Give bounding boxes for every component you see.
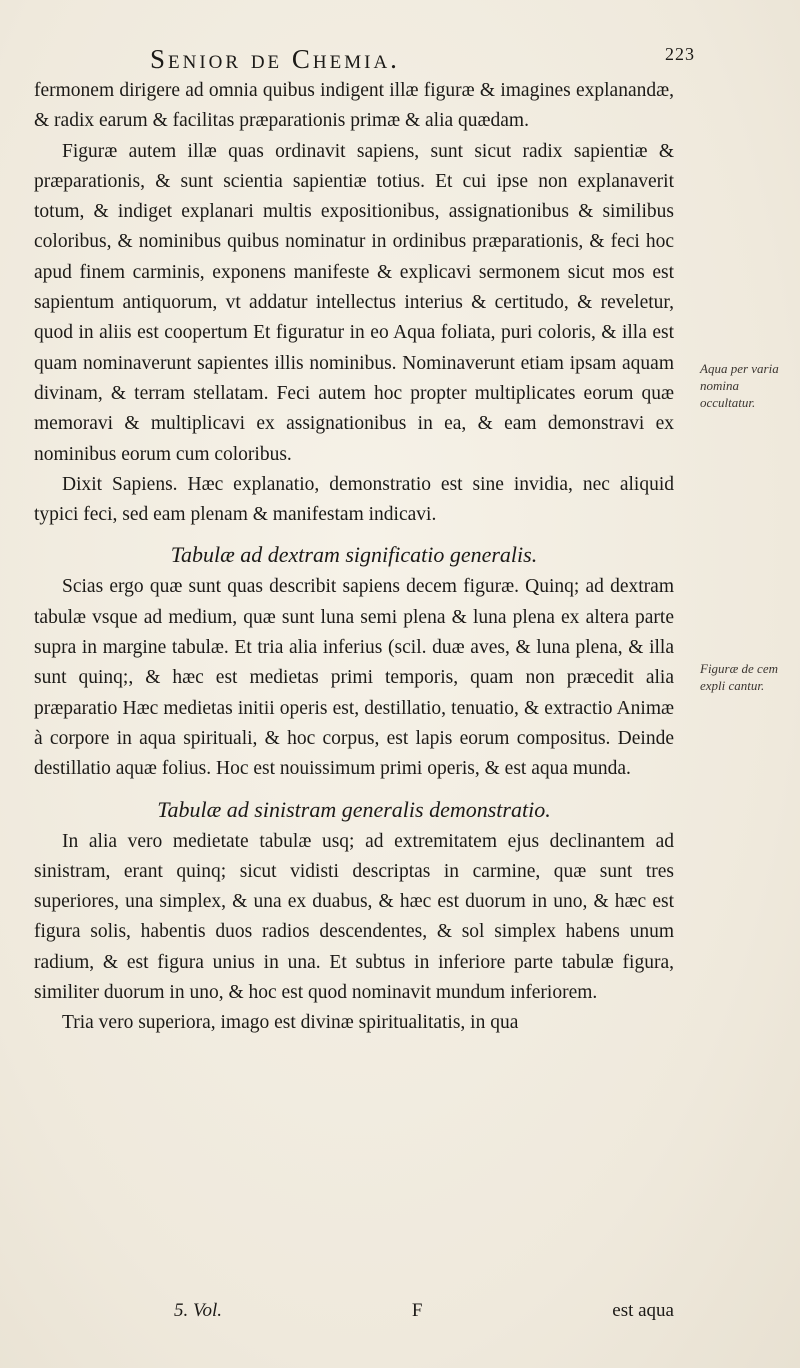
paragraph-2: Figuræ autem illæ quas ordinavit sapiens, sunt sicut radix sapientiæ & præparationis, & sunt scientia sapientiæ totius. Et cui ipse non explanaverit totum, & indiget explanari multis expositionibus, assignationibus & similibus coloribus, & nominibus quibus nominatur in ordinibus præparationis, & feci hoc apud finem carminis, exponens manifeste & explicavi sermonem sicut mos est sapientum antiquorum, vt addatur intellectus interius & certitudo, & reveletur, quod in aliis est coopertum Et figuratur in eo Aqua foliata, puri coloris, & illa est quam nominaverunt sapientes illis nominibus. Nominaverunt etiam ipsam aquam divinam, & terram stellatam. Feci autem hoc propter multiplicates eorum quæ memoravi & multiplicavi ex assignationibus in ea, & eam demonstravi ex nominibus eorum cum coloribus. [34, 140, 674, 465]
last-line: Tria vero superiora, imago est divinæ spiritualitatis, in qua [62, 1012, 519, 1034]
section-left-text: In alia vero medietate tabulæ usq; ad extremitatem ejus declinantem ad sinistram, erant quinq; sicut vidisti descriptas in carmine, quæ sunt tres superiores, una simplex, & una ex duabus, & hæc est duorum in uno, & hæc est figura solis, habentis duos radios descendentes, & sol simplex habens unum radium, & est figura unius in una. Et subtus in inferiore parte tabulæ figura, similiter duorum in uno, & hoc est quod nominavit mundum inferiorem. [34, 830, 674, 1004]
section-right-text: Scias ergo quæ sunt quas describit sapiens decem figuræ. Quinq; ad dextram tabulæ vsque ad medium, quæ sunt luna semi plena & luna plena ex altera parte supra in margine tabulæ. Et tria alia inferius (scil. duæ aves, & luna plena, & illa sunt quinq;, & hæc est medietas primi temporis, quam non præcedit alia præparatio Hæc medietas initii operis est, destillatio, tenuatio, & extractio Animæ à corpore in aqua spirituali, & hoc corpus, est lapis eorum compositus. Deinde destillatio aquæ folius. Hoc est nouissimum primi operis, & est aqua munda. [34, 576, 674, 780]
signature-mark: 5. Vol. [174, 1300, 223, 1321]
page-number: 223 [665, 44, 695, 64]
signature-letter: F [411, 1300, 423, 1321]
paragraph-1: fermonem dirigere ad omnia quibus indigent illæ figuræ & imagines explanandæ, & radix earum & facilitas præparationis primæ & alia quædam. [34, 80, 674, 132]
running-head-title: Senior de Chemia. [150, 44, 400, 74]
section-heading-right-table: Tabulæ ad dextram significatio generalis. [170, 542, 538, 568]
margin-note-aqua: Aqua per varia nomina occultatur. [700, 361, 779, 410]
paragraph-3: Dixit Sapiens. Hæc explanatio, demonstratio est sine invidia, nec aliquid typici feci, sed eam plenam & manifestam indicavi. [34, 473, 674, 526]
page-footer [34, 1300, 674, 1322]
section-heading-left-table: Tabulæ ad sinistram generalis demonstratio. [157, 796, 551, 822]
body-text [34, 76, 674, 1039]
running-head [150, 44, 695, 75]
catchword: est aqua [612, 1300, 674, 1321]
margin-note-figurae: Figuræ de cem expli cantur. [700, 661, 778, 693]
